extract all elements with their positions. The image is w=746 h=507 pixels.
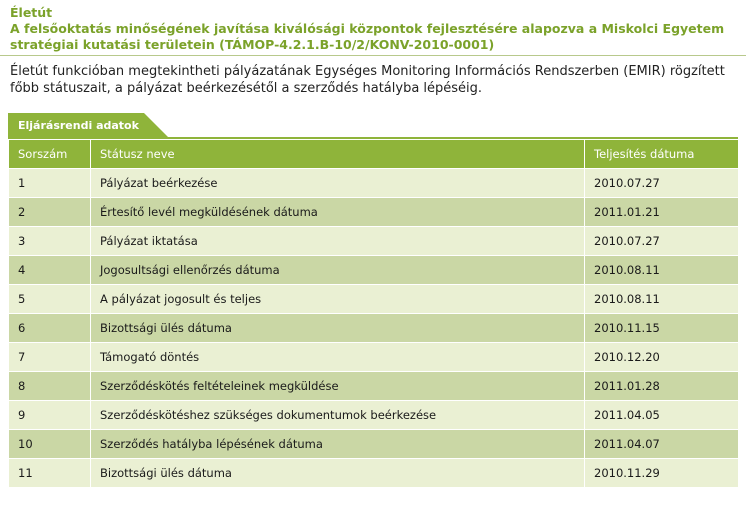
row-status: Szerződéskötés feltételeinek megküldése bbox=[91, 372, 585, 401]
table-row bbox=[9, 343, 739, 372]
row-date: 2010.07.27 bbox=[585, 227, 739, 256]
table-row bbox=[9, 314, 739, 343]
row-status: Értesítő levél megküldésének dátuma bbox=[91, 198, 585, 227]
row-number: 9 bbox=[9, 401, 91, 430]
row-number: 7 bbox=[9, 343, 91, 372]
row-number: 3 bbox=[9, 227, 91, 256]
row-date: 2010.12.20 bbox=[585, 343, 739, 372]
row-date: 2010.11.29 bbox=[585, 459, 739, 488]
table-row bbox=[9, 372, 739, 401]
page-header bbox=[0, 0, 746, 56]
page-title: Életút bbox=[10, 5, 53, 20]
project-title: A felsőoktatás minőségének javítása kiválósági központok fejlesztésére alapozva a Miskolci Egyetem stratégiai kutatási területein (TÁMOP-4.2.1.B-10/2/KONV-2010-0001) bbox=[10, 21, 725, 52]
row-number: 1 bbox=[9, 169, 91, 198]
table-row bbox=[9, 227, 739, 256]
row-status: Jogosultsági ellenőrzés dátuma bbox=[91, 256, 585, 285]
row-number: 5 bbox=[9, 285, 91, 314]
row-status: A pályázat jogosult és teljes bbox=[91, 285, 585, 314]
row-status: Támogató döntés bbox=[91, 343, 585, 372]
row-number: 11 bbox=[9, 459, 91, 488]
table-header-row bbox=[9, 140, 739, 169]
column-header-number: Sorszám bbox=[9, 140, 91, 169]
row-date: 2010.07.27 bbox=[585, 169, 739, 198]
row-number: 8 bbox=[9, 372, 91, 401]
row-status: Pályázat beérkezése bbox=[91, 169, 585, 198]
row-date: 2010.08.11 bbox=[585, 285, 739, 314]
row-number: 10 bbox=[9, 430, 91, 459]
column-header-date: Teljesítés dátuma bbox=[585, 140, 739, 169]
table-row bbox=[9, 285, 739, 314]
status-table bbox=[8, 139, 739, 488]
row-status: Pályázat iktatása bbox=[91, 227, 585, 256]
table-row bbox=[9, 459, 739, 488]
page-description: Életút funkcióban megtekintheti pályázatának Egységes Monitoring Információs Rendszerben (EMIR) rögzített főbb státuszait, a pályázat beérkezésétől a szerződés hatályba lépéséig. bbox=[10, 64, 725, 96]
row-date: 2011.04.05 bbox=[585, 401, 739, 430]
table-row bbox=[9, 430, 739, 459]
row-status: Bizottsági ülés dátuma bbox=[91, 314, 585, 343]
row-date: 2011.01.21 bbox=[585, 198, 739, 227]
row-status: Szerződéskötéshez szükséges dokumentumok beérkezése bbox=[91, 401, 585, 430]
tab-label: Eljárásrendi adatok bbox=[8, 113, 144, 139]
table-row bbox=[9, 256, 739, 285]
tab-procedure-data[interactable] bbox=[8, 113, 168, 139]
row-date: 2010.11.15 bbox=[585, 314, 739, 343]
tab-corner bbox=[144, 113, 170, 139]
row-number: 4 bbox=[9, 256, 91, 285]
table-row bbox=[9, 401, 739, 430]
row-date: 2011.04.07 bbox=[585, 430, 739, 459]
row-number: 2 bbox=[9, 198, 91, 227]
row-date: 2011.01.28 bbox=[585, 372, 739, 401]
row-date: 2010.08.11 bbox=[585, 256, 739, 285]
table-row bbox=[9, 169, 739, 198]
row-status: Bizottsági ülés dátuma bbox=[91, 459, 585, 488]
column-header-status: Státusz neve bbox=[91, 140, 585, 169]
table-row bbox=[9, 198, 739, 227]
row-number: 6 bbox=[9, 314, 91, 343]
row-status: Szerződés hatályba lépésének dátuma bbox=[91, 430, 585, 459]
